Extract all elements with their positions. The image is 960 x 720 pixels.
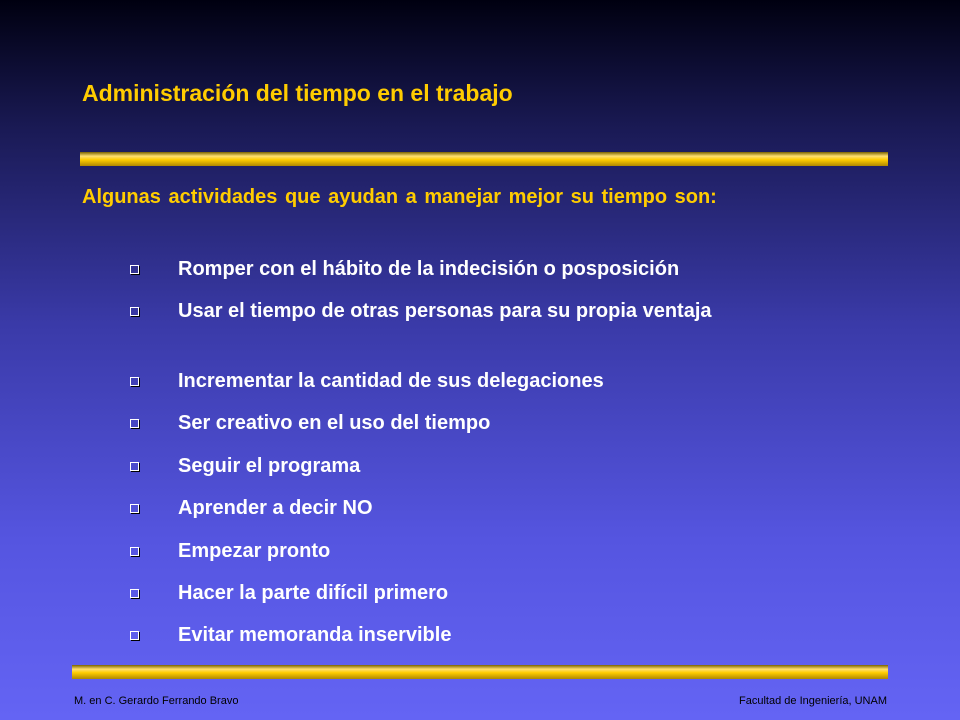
intro-text: Algunas actividades que ayudan a manejar mejor su tiempo son: (82, 186, 717, 208)
square-bullet-icon (130, 307, 139, 316)
list-item-text: Usar el tiempo de otras personas para su propia ventaja (178, 300, 712, 322)
square-bullet-icon (130, 419, 139, 428)
top-accent-bar (80, 152, 888, 166)
square-bullet-icon (130, 377, 139, 386)
bottom-accent-bar (72, 665, 888, 679)
footer-author: M. en C. Gerardo Ferrando Bravo (74, 695, 239, 707)
list-item-text: Ser creativo en el uso del tiempo (178, 412, 491, 434)
list-item-text: Seguir el programa (178, 455, 361, 477)
footer-institution: Facultad de Ingeniería, UNAM (739, 695, 887, 707)
list-item-text: Empezar pronto (178, 540, 331, 562)
list-item-text: Romper con el hábito de la indecisión o posposición (178, 258, 680, 280)
square-bullet-icon (130, 547, 139, 556)
square-bullet-icon (130, 631, 139, 640)
list-item-text: Aprender a decir NO (178, 497, 373, 519)
slide-title: Administración del tiempo en el trabajo (82, 80, 513, 106)
square-bullet-icon (130, 504, 139, 513)
list-item-text: Evitar memoranda inservible (178, 624, 452, 646)
list-item-text: Hacer la parte difícil primero (178, 582, 449, 604)
square-bullet-icon (130, 462, 139, 471)
square-bullet-icon (130, 589, 139, 598)
square-bullet-icon (130, 265, 139, 274)
list-item-text: Incrementar la cantidad de sus delegaciones (178, 370, 604, 392)
